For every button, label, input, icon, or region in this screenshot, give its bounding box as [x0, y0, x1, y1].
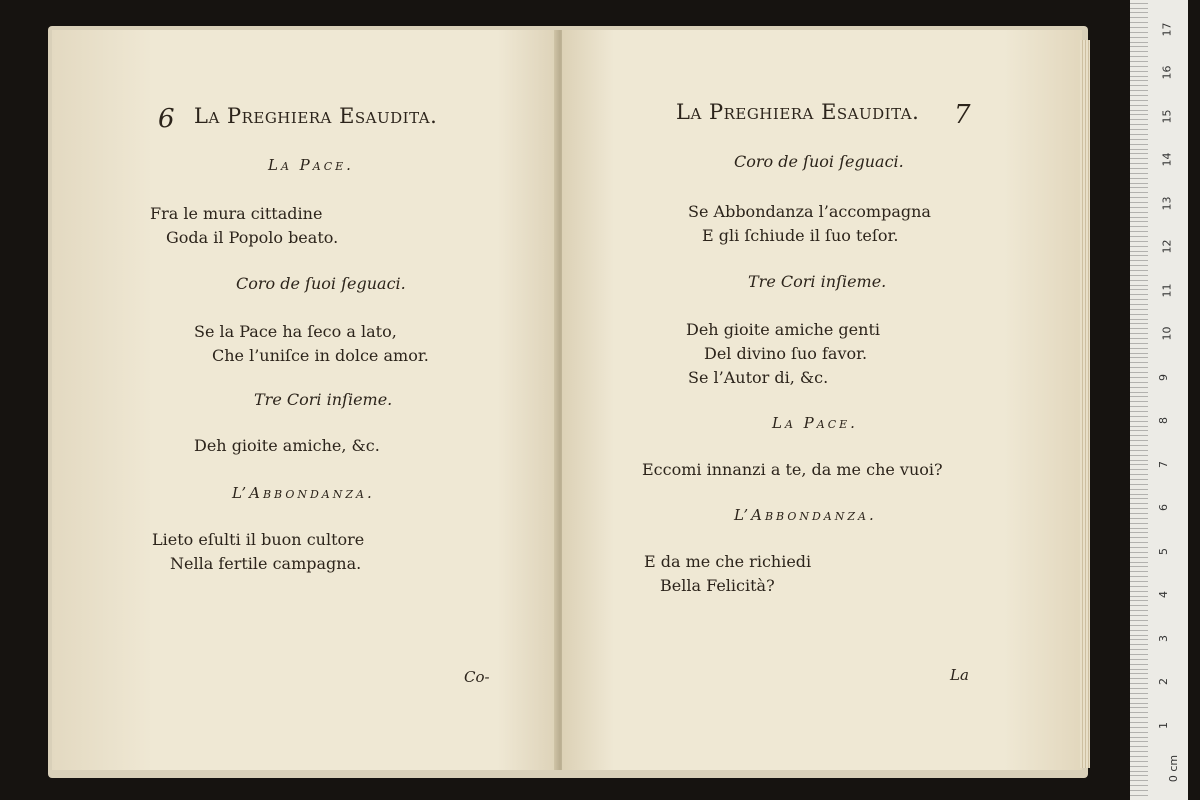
ruler-label: 10 — [1160, 326, 1174, 341]
ruler-label: 5 — [1157, 547, 1170, 555]
running-header-left: La Preghiera Esaudita. — [194, 104, 438, 128]
verse-line: Se l’Autor di, &c. — [688, 368, 829, 387]
chorus-label: Coro de ſuoi ſeguaci. — [734, 152, 904, 171]
ruler-label: 3 — [1157, 634, 1170, 642]
verse-line: E gli ſchiude il ſuo teſor. — [702, 226, 899, 245]
open-book — [48, 26, 1088, 778]
ruler-label: 1 — [1157, 721, 1170, 729]
ruler-label: 15 — [1160, 109, 1174, 123]
ruler-label: 8 — [1157, 417, 1170, 424]
verse-line: E da me che richiedi — [644, 552, 812, 571]
speaker-label: La Pace. — [772, 414, 858, 432]
verse-line: Se la Pace ha ſeco a lato, — [194, 322, 397, 341]
running-header-right: La Preghiera Esaudita. — [676, 100, 920, 124]
catchword-left: Co- — [464, 668, 490, 686]
ruler-label: 11 — [1160, 283, 1174, 297]
speaker-label: L’Abbondanza. — [734, 506, 877, 524]
verse-line: Fra le mura cittadine — [150, 204, 323, 223]
verse-line: Nella fertile campagna. — [170, 554, 362, 573]
catchword-right: La — [950, 666, 969, 684]
ruler-label: 14 — [1160, 152, 1174, 167]
ruler-label: 17 — [1160, 22, 1174, 36]
right-page — [562, 30, 1082, 770]
chorus-label: Coro de ſuoi ſeguaci. — [236, 274, 406, 293]
page-number-left: 6 — [158, 104, 175, 134]
verse-line: Bella Felicità? — [660, 576, 775, 595]
ruler-label: 4 — [1157, 591, 1170, 598]
ruler-label: 16 — [1160, 65, 1174, 80]
ruler-label: 9 — [1157, 373, 1170, 381]
verse-line: Eccomi innanzi a te, da me che vuoi? — [642, 460, 943, 479]
verse-line: Deh gioite amiche genti — [686, 320, 880, 339]
page-number-right: 7 — [954, 100, 971, 130]
ruler-label: 0 cm — [1167, 754, 1181, 783]
left-page — [52, 30, 558, 770]
page-edges — [1080, 40, 1090, 768]
ruler-label: 6 — [1157, 504, 1170, 511]
verse-line: Che l’uniſce in dolce amor. — [212, 346, 429, 365]
verse-line: Lieto eſulti il buon cultore — [152, 530, 365, 549]
ruler-label: 13 — [1160, 196, 1174, 210]
ruler-label: 2 — [1157, 678, 1170, 685]
chorus-label: Tre Cori inſieme. — [254, 390, 393, 409]
chorus-label: Tre Cori inſieme. — [748, 272, 887, 291]
verse-line: Goda il Popolo beato. — [166, 228, 339, 247]
verse-line: Se Abbondanza l’accompagna — [688, 202, 931, 221]
speaker-label: L’Abbondanza. — [232, 484, 375, 502]
speaker-label: La Pace. — [268, 156, 354, 174]
ruler-label: 12 — [1160, 239, 1174, 254]
verse-line: Deh gioite amiche, &c. — [194, 436, 380, 455]
ruler-label: 7 — [1157, 460, 1170, 468]
verse-line: Del divino ſuo favor. — [704, 344, 868, 363]
